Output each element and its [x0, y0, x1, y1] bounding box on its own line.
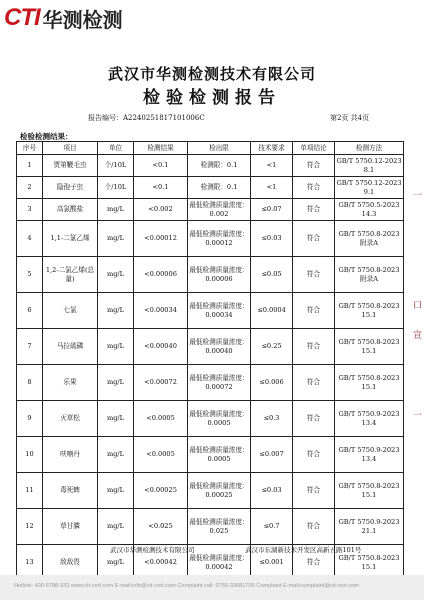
- footer-address: 武汉市东湖新技术开发区高新五路101号: [245, 546, 362, 554]
- column-header: 检测方法: [335, 142, 404, 155]
- test-item: 1,1-二氯乙烯: [43, 221, 98, 257]
- test-method: GB/T 5750.8-2023 附录A: [335, 257, 404, 293]
- unit: mg/L: [98, 545, 134, 581]
- test-method: GB/T 5750.8-2023 15.1: [335, 473, 404, 509]
- test-method: GB/T 5750.12-2023 9.1: [335, 177, 404, 199]
- detection-limit: 最低检测质量浓度：0.002: [188, 199, 251, 221]
- test-result: <0.00040: [134, 329, 188, 365]
- detection-limit: 检测限：0.1: [188, 155, 251, 177]
- unit: mg/L: [98, 401, 134, 437]
- test-result: <0.00012: [134, 221, 188, 257]
- company-name: 武汉市华测检测技术有限公司: [107, 65, 316, 83]
- detection-limit: 检测限：0.1: [188, 177, 251, 199]
- unit: 个/10L: [98, 155, 134, 177]
- unit: mg/L: [98, 199, 134, 221]
- unit: mg/L: [98, 293, 134, 329]
- table-row: [17, 199, 404, 221]
- test-result: <0.00006: [134, 257, 188, 293]
- conclusion: 符合: [293, 177, 335, 199]
- row-number: 11: [17, 473, 43, 509]
- row-number: 8: [17, 365, 43, 401]
- table-row: [17, 401, 404, 437]
- row-number: 9: [17, 401, 43, 437]
- unit: mg/L: [98, 473, 134, 509]
- binding-margin-mark: 一: [411, 410, 421, 419]
- test-result: <0.025: [134, 509, 188, 545]
- detection-limit: 最低检测质量浓度：0.00034: [188, 293, 251, 329]
- table-row: [17, 473, 404, 509]
- report-title: 检验检测报告: [143, 88, 281, 108]
- unit: 个/10L: [98, 177, 134, 199]
- test-item: 呋喃丹: [43, 437, 98, 473]
- page-number: 第2页 共4页: [330, 114, 370, 122]
- row-number: 10: [17, 437, 43, 473]
- test-result: <0.00034: [134, 293, 188, 329]
- table-row: [17, 329, 404, 365]
- binding-margin-mark: 宣: [411, 330, 421, 339]
- test-item: 毒死蜱: [43, 473, 98, 509]
- conclusion: 符合: [293, 329, 335, 365]
- test-method: GB/T 5750.8-2023 15.1: [335, 329, 404, 365]
- table-header-row: [17, 142, 404, 155]
- test-result: <0.00042: [134, 545, 188, 581]
- requirement: ≤0.25: [251, 329, 293, 365]
- row-number: 13: [17, 545, 43, 581]
- test-result: <0.002: [134, 199, 188, 221]
- detection-limit: 最低检测质量浓度：0.00040: [188, 329, 251, 365]
- test-method: GB/T 5750.8-2023 附录A: [335, 221, 404, 257]
- test-method: GB/T 5750.8-2023 15.1: [335, 365, 404, 401]
- requirement: <1: [251, 177, 293, 199]
- test-item: 贾第鞭毛虫: [43, 155, 98, 177]
- requirement: ≤0.001: [251, 545, 293, 581]
- conclusion: 符合: [293, 155, 335, 177]
- detection-limit: 最低检测质量浓度：0.00012: [188, 221, 251, 257]
- requirement: ≤0.0004: [251, 293, 293, 329]
- requirement: ≤0.7: [251, 509, 293, 545]
- unit: mg/L: [98, 221, 134, 257]
- results-table-body: [17, 155, 404, 581]
- requirement: ≤0.03: [251, 221, 293, 257]
- test-method: GB/T 5750.12-2023 8.1: [335, 155, 404, 177]
- table-row: [17, 177, 404, 199]
- conclusion: 符合: [293, 293, 335, 329]
- requirement: ≤0.07: [251, 199, 293, 221]
- table-row: [17, 155, 404, 177]
- requirement: ≤0.03: [251, 473, 293, 509]
- detection-limit: 最低检测质量浓度：0.0005: [188, 437, 251, 473]
- column-header: 检测结果: [134, 142, 188, 155]
- requirement: ≤0.3: [251, 401, 293, 437]
- row-number: 5: [17, 257, 43, 293]
- report-number: 报告编号：A2240251817101006C: [88, 114, 205, 122]
- conclusion: 符合: [293, 545, 335, 581]
- requirement: ≤0.006: [251, 365, 293, 401]
- conclusion: 符合: [293, 365, 335, 401]
- test-method: GB/T 5750.8-2023 15.1: [335, 545, 404, 581]
- conclusion: 符合: [293, 257, 335, 293]
- test-item: 敌敌畏: [43, 545, 98, 581]
- row-number: 12: [17, 509, 43, 545]
- detection-limit: 最低检测质量浓度：0.00006: [188, 257, 251, 293]
- table-row: [17, 293, 404, 329]
- conclusion: 符合: [293, 401, 335, 437]
- table-row: [17, 509, 404, 545]
- test-method: GB/T 5750.8-2023 15.1: [335, 293, 404, 329]
- table-row: [17, 365, 404, 401]
- conclusion: 符合: [293, 437, 335, 473]
- results-label: 检验检测结果：: [20, 132, 73, 141]
- test-item: 马拉硫磷: [43, 329, 98, 365]
- test-item: 七氯: [43, 293, 98, 329]
- test-item: 1,2-二氯乙烯(总量): [43, 257, 98, 293]
- requirement: <1: [251, 155, 293, 177]
- conclusion: 符合: [293, 221, 335, 257]
- detection-limit: 最低检测质量浓度：0.0005: [188, 401, 251, 437]
- test-result: <0.00025: [134, 473, 188, 509]
- conclusion: 符合: [293, 473, 335, 509]
- detection-limit: 最低检测质量浓度：0.00025: [188, 473, 251, 509]
- requirement: ≤0.05: [251, 257, 293, 293]
- row-number: 3: [17, 199, 43, 221]
- test-item: 高氯酸盐: [43, 199, 98, 221]
- test-item: 隐孢子虫: [43, 177, 98, 199]
- row-number: 4: [17, 221, 43, 257]
- footer-company: 武汉市华测检测技术有限公司: [110, 546, 195, 554]
- results-table: [16, 141, 404, 581]
- test-result: <0.1: [134, 155, 188, 177]
- test-result: <0.0005: [134, 437, 188, 473]
- contact-info: Hotline: 400-6788-333 www.cti-cert.com E-mail:info@cti-cert.com Complaint call: 0755-33681700 Complaint E-mail:complaint@cti-cert.com: [14, 583, 359, 589]
- column-header: 单位: [98, 142, 134, 155]
- test-item: 草甘膦: [43, 509, 98, 545]
- table-row: [17, 257, 404, 293]
- detection-limit: 最低检测质量浓度：0.00072: [188, 365, 251, 401]
- table-row: [17, 221, 404, 257]
- company-logo: [4, 4, 123, 32]
- contact-bar: [0, 575, 424, 600]
- column-header: 序号: [17, 142, 43, 155]
- test-method: GB/T 5750.5-2023 14.3: [335, 199, 404, 221]
- unit: mg/L: [98, 329, 134, 365]
- cti-logo-mark: CTI: [4, 4, 40, 31]
- cti-logo-chinese: 华测检测: [42, 7, 123, 32]
- column-header: 项目: [43, 142, 98, 155]
- unit: mg/L: [98, 437, 134, 473]
- row-number: 7: [17, 329, 43, 365]
- test-method: GB/T 5750.9-2023 21.1: [335, 509, 404, 545]
- detection-limit: 最低检测质量浓度：0.00042: [188, 545, 251, 581]
- row-number: 1: [17, 155, 43, 177]
- test-method: GB/T 5750.9-2023 13.4: [335, 401, 404, 437]
- unit: mg/L: [98, 509, 134, 545]
- conclusion: 符合: [293, 199, 335, 221]
- detection-limit: 最低检测质量浓度：0.025: [188, 509, 251, 545]
- test-result: <0.0005: [134, 401, 188, 437]
- test-result: <0.00072: [134, 365, 188, 401]
- test-method: GB/T 5750.9-2023 13.4: [335, 437, 404, 473]
- test-item: 灭草松: [43, 401, 98, 437]
- unit: mg/L: [98, 365, 134, 401]
- column-header: 检出限: [188, 142, 251, 155]
- row-number: 6: [17, 293, 43, 329]
- binding-margin-mark: 口: [411, 300, 421, 309]
- row-number: 2: [17, 177, 43, 199]
- conclusion: 符合: [293, 509, 335, 545]
- requirement: ≤0.007: [251, 437, 293, 473]
- column-header: 单项结论: [293, 142, 335, 155]
- unit: mg/L: [98, 257, 134, 293]
- test-result: <0.1: [134, 177, 188, 199]
- binding-margin-mark: 一: [411, 190, 421, 199]
- column-header: 技术要求: [251, 142, 293, 155]
- table-row: [17, 437, 404, 473]
- test-item: 乐果: [43, 365, 98, 401]
